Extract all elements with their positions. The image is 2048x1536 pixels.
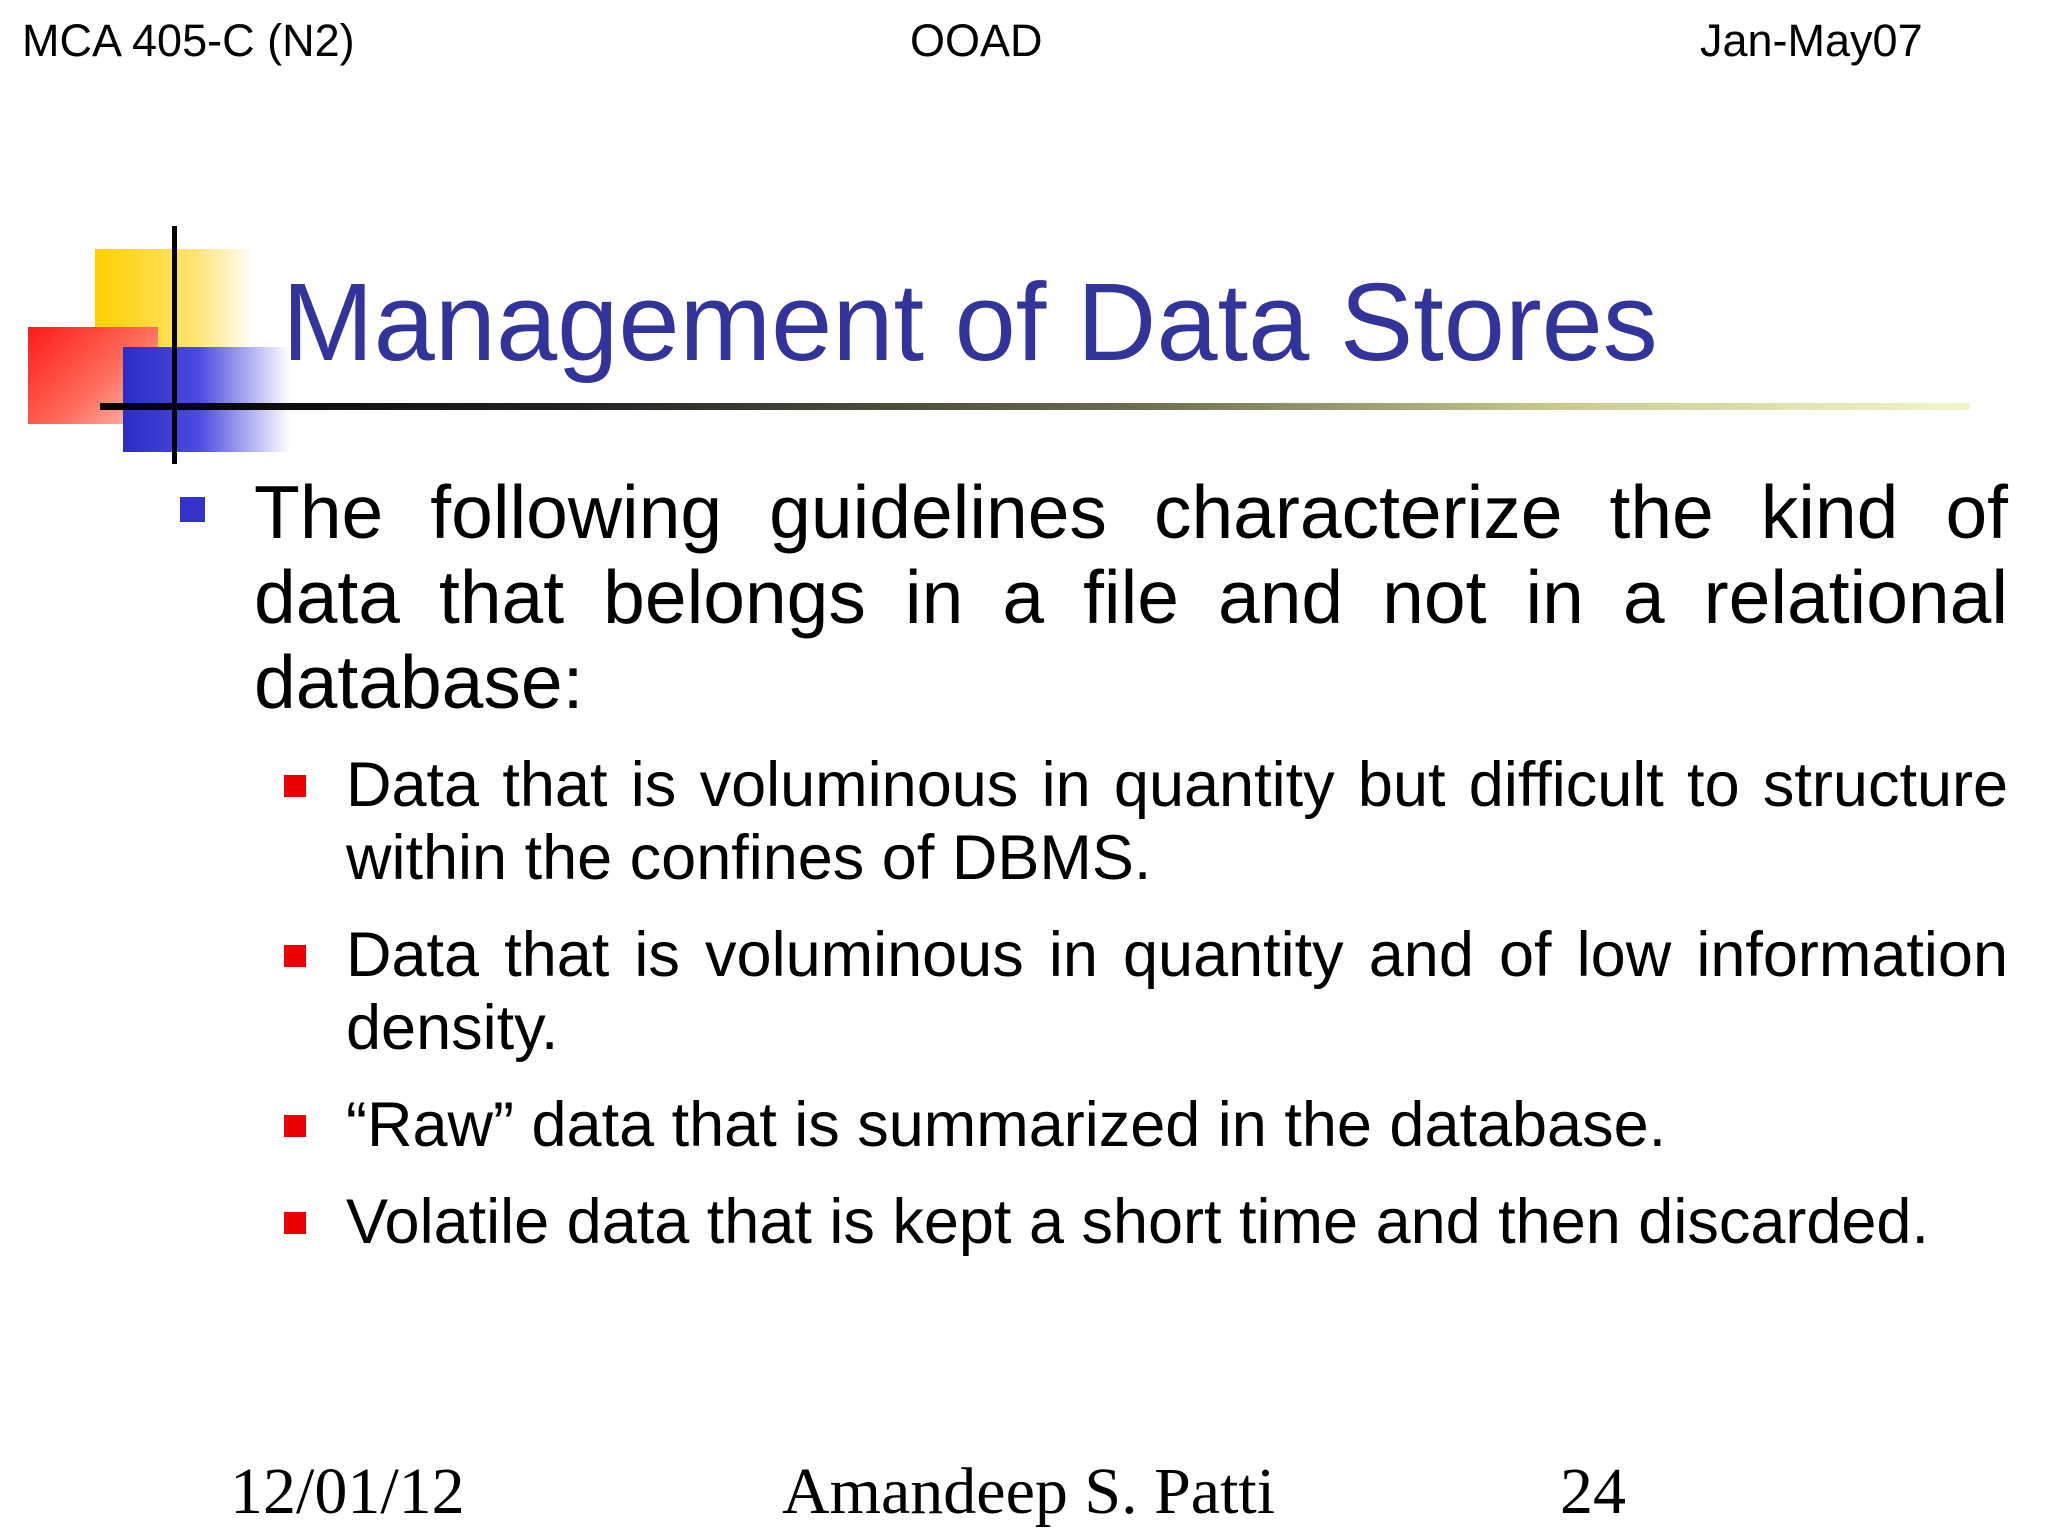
sub-bullet-item [346,1089,2008,1162]
sub-bullet-item [346,919,2008,1065]
square-bullet-icon [180,497,205,522]
bullet-text: The following guidelines characterize the kind of data that belongs in a file and not in a relational database: [254,470,2008,724]
bullet-item [254,470,2008,725]
header-term: Jan-May07 [1700,15,1923,66]
header-subject: OOAD [910,15,1043,66]
square-bullet-icon [284,775,306,797]
square-bullet-icon [284,1212,306,1234]
sub-bullet-text: Volatile data that is kept a short time and then discarded. [346,1187,1929,1257]
sub-bullet-item [346,749,2008,895]
decor-vertical-line [172,226,177,464]
sub-bullet-text: Data that is voluminous in quantity but difficult to structure within the confines of DBMS. [346,750,2008,893]
square-bullet-icon [284,1115,306,1137]
title-underline [100,403,1970,410]
sub-bullet-text: “Raw” data that is summarized in the database. [346,1090,1667,1160]
decor-blue-square [123,347,290,452]
footer-author: Amandeep S. Patti [782,1455,1276,1528]
square-bullet-icon [284,945,306,967]
footer-date: 12/01/12 [230,1455,465,1528]
sub-bullet-item [346,1186,2008,1259]
footer-page-number: 24 [1560,1455,1626,1528]
sub-bullet-text: Data that is voluminous in quantity and of low information density. [346,920,2008,1063]
header-course-code: MCA 405-C (N2) [22,15,355,66]
slide-body [254,470,2008,1259]
slide-title: Management of Data Stores [282,261,1658,384]
